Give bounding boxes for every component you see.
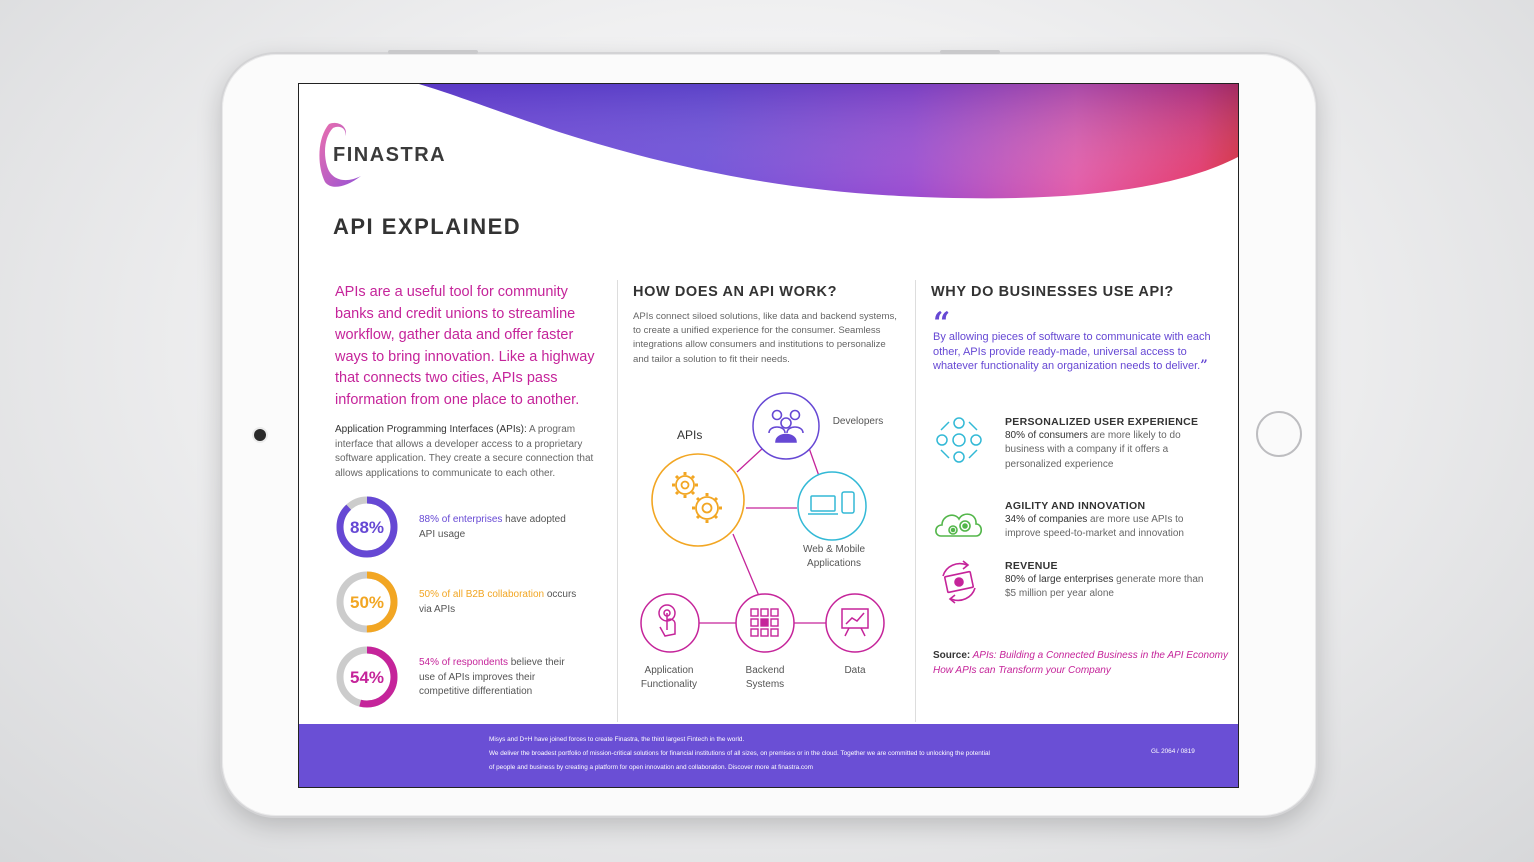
document-screen	[298, 83, 1239, 788]
svg-text:88%: 88%	[349, 518, 385, 537]
reason-body	[1005, 573, 1205, 601]
reason-text	[1005, 415, 1205, 472]
node-label-line: Backend	[745, 665, 785, 676]
column-divider	[915, 280, 916, 722]
quote-close-mark: ”	[1200, 358, 1208, 373]
reason-title: REVENUE	[1005, 560, 1058, 572]
reason-highlight: 80% of consumers	[1005, 430, 1088, 442]
svg-text:50%: 50%	[349, 593, 385, 612]
node-label-line: Applications	[807, 558, 861, 569]
page-title: API EXPLAINED	[333, 214, 522, 239]
definition-term: Application Programming Interfaces (APIs):	[335, 424, 527, 435]
stat-b2b	[335, 570, 577, 634]
stat-rest: occurs via APIs	[419, 589, 577, 615]
web-mobile-node	[798, 472, 866, 540]
how-body: APIs connect siloed solutions, like data and backend systems, to create a unified experience for the consumer. Seamless integrations allow consumers and institutions to personalize and tailor a solution to fit their needs.	[633, 311, 897, 365]
reason-title: PERSONALIZED USER EXPERIENCE	[1005, 416, 1199, 428]
source-label: Source:	[933, 650, 971, 661]
source-link-1[interactable]: APIs: Building a Connected Business in the API Economy	[970, 650, 1228, 661]
intro-text: APIs are a useful tool for community banks and credit unions to streamline workflow, gather data and offer faster ways to bring innovation. Like a highway that connects two cities, APIs pass information from one place to another.	[335, 284, 595, 408]
reason-highlight: 34% of companies	[1005, 514, 1088, 526]
node-label-web-mobile	[791, 543, 877, 571]
quote-open-mark: “	[933, 306, 951, 341]
reason-text	[1005, 559, 1205, 602]
reason-agility	[933, 498, 1184, 550]
stat-text	[419, 656, 579, 700]
column-divider	[617, 280, 618, 722]
home-button[interactable]	[1256, 411, 1302, 457]
reason-title: AGILITY AND INNOVATION	[1005, 500, 1146, 512]
stat-ring	[335, 645, 399, 709]
footer-band	[299, 724, 1239, 788]
footer-line: We deliver the broadest portfolio of mission-critical solutions for financial institutions of all sizes, on premises or in the cloud. Together we are committed to unlocking the potential	[489, 750, 990, 757]
source-link-2[interactable]: How APIs can Transform your Company	[933, 664, 1111, 676]
stat-highlight: 88% of enterprises	[419, 514, 503, 525]
intro-column	[335, 282, 601, 481]
quote-text: By allowing pieces of software to communicate with each other, APIs provide ready-made, universal access to whatever functionality an organization needs to deliver.	[933, 331, 1211, 372]
stat-ring	[335, 570, 399, 634]
stat-enterprises	[335, 495, 566, 559]
header-swoosh	[299, 84, 1239, 284]
reason-personalized	[933, 414, 1199, 470]
stat-highlight: 50% of all B2B collaboration	[419, 589, 545, 600]
money-cycle-icon	[933, 556, 985, 608]
api-diagram	[633, 384, 893, 704]
node-label-developers: Developers	[832, 416, 884, 427]
why-heading: WHY DO BUSINESSES USE API?	[931, 284, 1174, 300]
reason-revenue	[933, 556, 1204, 608]
apis-node	[652, 454, 744, 546]
node-label-data: Data	[844, 665, 866, 676]
why-quote	[933, 330, 1213, 374]
footer-line: Misys and D+H have joined forces to create Finastra, the third largest Fintech in the world.	[489, 736, 745, 743]
reason-body	[1005, 429, 1205, 472]
camera-icon	[254, 429, 266, 441]
reason-rest: generate more than $5 million per year alone	[1005, 574, 1204, 600]
reason-text	[1005, 499, 1205, 542]
definition-text: A program interface that allows a developer access to a proprietary software application. They create a secure connection that allows applications to communicate to each other.	[335, 424, 594, 479]
node-label-line: Application	[644, 665, 694, 676]
stat-rest: believe their use of APIs improves their competitive differentiation	[419, 657, 565, 697]
app-functionality-node	[641, 594, 699, 652]
power-button	[940, 50, 1000, 54]
node-label-line: Functionality	[640, 679, 698, 690]
node-label-line: Web & Mobile	[802, 544, 866, 555]
data-node	[826, 594, 884, 652]
stat-text	[419, 588, 579, 617]
how-heading: HOW DOES AN API WORK?	[633, 284, 838, 300]
reason-rest: are more use APIs to improve speed-to-market and innovation	[1005, 514, 1184, 540]
svg-text:54%: 54%	[349, 668, 385, 687]
reason-highlight: 80% of large enterprises	[1005, 574, 1114, 586]
stat-text	[419, 513, 579, 542]
people-network-icon	[933, 414, 985, 466]
stat-rest: have adopted API usage	[419, 514, 566, 540]
node-label-apis: APIs	[677, 428, 703, 442]
footer-text	[489, 733, 1089, 775]
footer-line: of people and business by creating a platform for open innovation and collaboration. Discover more at finastra.com	[489, 764, 813, 771]
stat-respondents	[335, 645, 565, 709]
reason-rest: are more likely to do business with a company if it offers a personalized experience	[1005, 430, 1181, 470]
node-label-line: Systems	[745, 679, 785, 690]
node-label-app-functionality	[629, 664, 709, 692]
developers-node	[753, 393, 819, 459]
reason-body	[1005, 513, 1205, 541]
source-line	[933, 649, 1233, 664]
volume-button	[388, 50, 478, 54]
source-citation	[933, 649, 1233, 678]
api-definition	[335, 423, 601, 481]
brand-name: FINASTRA	[333, 144, 447, 166]
document-code: GL 2064 / 0819	[1151, 748, 1195, 755]
stat-highlight: 54% of respondents	[419, 657, 508, 668]
cloud-gears-icon	[933, 498, 985, 550]
backend-node	[736, 594, 794, 652]
node-label-backend	[729, 664, 801, 692]
stat-ring	[335, 495, 399, 559]
